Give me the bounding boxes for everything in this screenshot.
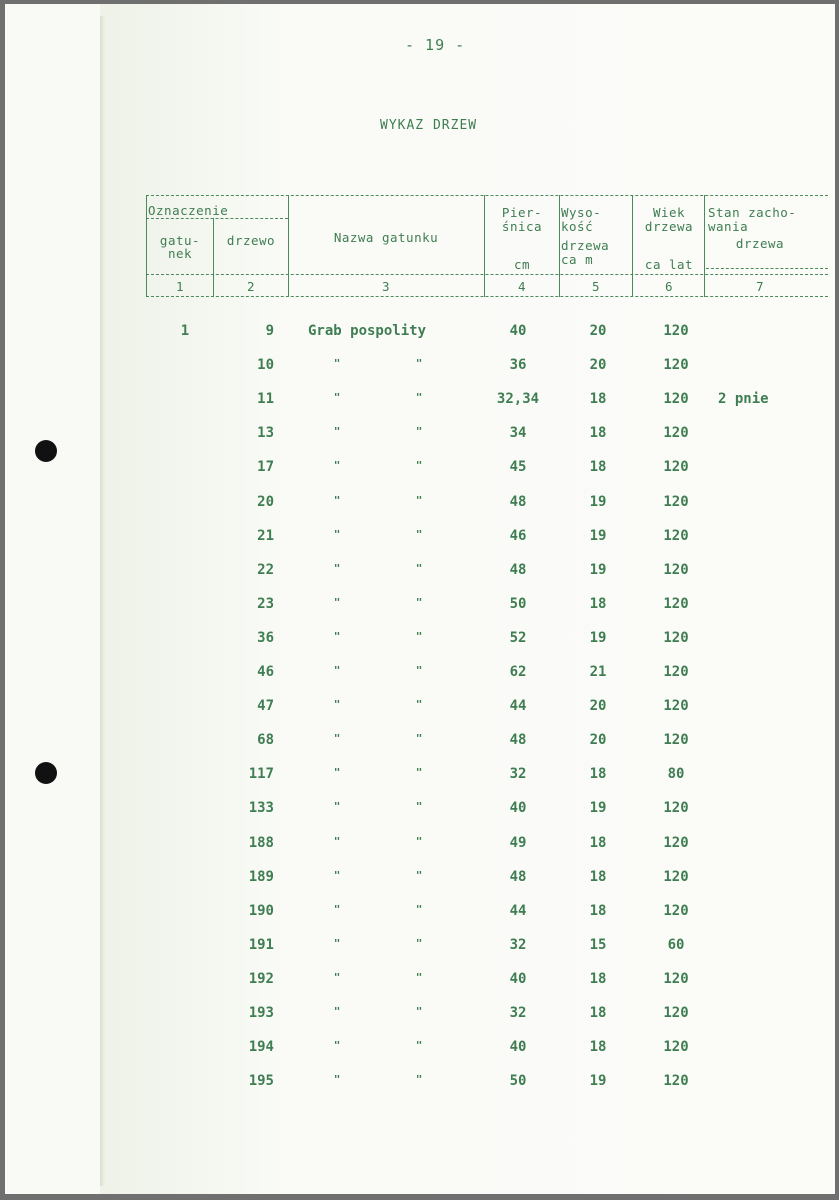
ditto-mark: " — [415, 1073, 423, 1086]
header-nazwa-gatunku: Nazwa gatunku — [333, 230, 439, 245]
ditto-mark: " — [333, 800, 341, 813]
header-stan-line1: Stan zacho- — [708, 205, 797, 220]
nazwa-cell: Grab pospolity — [308, 323, 427, 339]
header-piersnica-line2: śnica — [501, 219, 543, 234]
table-row — [0, 1005, 839, 1025]
piersnica-cell: 48 — [509, 562, 527, 578]
piersnica-cell: 44 — [509, 698, 527, 714]
piersnica-cell: 44 — [509, 903, 527, 919]
stan-cell: 2 pnie — [718, 391, 769, 407]
piersnica-cell: 32 — [509, 766, 527, 782]
table-row — [0, 562, 839, 582]
wiek-cell: 120 — [663, 732, 689, 748]
ditto-mark: " — [415, 528, 423, 541]
header-piersnica-line1: Pier- — [501, 205, 543, 220]
table-row — [0, 528, 839, 548]
wysokosc-cell: 19 — [589, 528, 607, 544]
piersnica-cell: 48 — [509, 494, 527, 510]
drzewo-cell: 17 — [257, 459, 274, 475]
column-number: 4 — [517, 279, 527, 294]
wysokosc-cell: 19 — [589, 494, 607, 510]
ditto-mark: " — [415, 766, 423, 779]
drzewo-cell: 9 — [265, 323, 274, 339]
wiek-cell: 120 — [663, 835, 689, 851]
wysokosc-cell: 18 — [589, 971, 607, 987]
column-number: 7 — [755, 279, 765, 294]
wiek-cell: 120 — [663, 391, 689, 407]
table-row — [0, 1073, 839, 1093]
header-wiek-unit: ca lat — [644, 257, 694, 272]
ditto-mark: " — [415, 800, 423, 813]
column-number: 5 — [591, 279, 601, 294]
wiek-cell: 120 — [663, 357, 689, 373]
column-number: 2 — [246, 279, 256, 294]
drzewo-cell: 20 — [257, 494, 274, 510]
header-divider — [632, 195, 633, 297]
ditto-mark: " — [415, 835, 423, 848]
drzewo-cell: 192 — [248, 971, 274, 987]
header-divider — [146, 195, 147, 297]
table-row — [0, 971, 839, 991]
ditto-mark: " — [415, 664, 423, 677]
header-divider — [484, 195, 485, 297]
ditto-mark: " — [415, 732, 423, 745]
page-number: - 19 - — [405, 36, 466, 54]
piersnica-cell: 50 — [509, 1073, 527, 1089]
ditto-mark: " — [415, 903, 423, 916]
table-row — [0, 664, 839, 684]
ditto-mark: " — [415, 869, 423, 882]
ditto-mark: " — [415, 1005, 423, 1018]
header-divider — [213, 218, 214, 297]
ditto-mark: " — [333, 630, 341, 643]
wysokosc-cell: 18 — [589, 903, 607, 919]
wysokosc-cell: 18 — [589, 596, 607, 612]
header-rule — [146, 218, 288, 219]
drzewo-cell: 194 — [248, 1039, 274, 1055]
wysokosc-cell: 18 — [589, 391, 607, 407]
wiek-cell: 120 — [663, 596, 689, 612]
header-wiek-line2: drzewa — [644, 219, 694, 234]
drzewo-cell: 22 — [257, 562, 274, 578]
header-divider — [288, 195, 289, 297]
column-number: 6 — [664, 279, 674, 294]
column-number: 3 — [381, 279, 391, 294]
wiek-cell: 120 — [663, 869, 689, 885]
wysokosc-cell: 19 — [589, 800, 607, 816]
drzewo-cell: 11 — [257, 391, 274, 407]
table-row — [0, 835, 839, 855]
drzewo-cell: 23 — [257, 596, 274, 612]
ditto-mark: " — [415, 425, 423, 438]
header-stan-line3: drzewa — [735, 236, 785, 251]
drzewo-cell: 190 — [248, 903, 274, 919]
header-wysokosc-line1: Wyso- — [561, 205, 602, 220]
drzewo-cell: 68 — [257, 732, 274, 748]
ditto-mark: " — [333, 494, 341, 507]
table-row — [0, 698, 839, 718]
ditto-mark: " — [415, 459, 423, 472]
ditto-mark: " — [415, 630, 423, 643]
wysokosc-cell: 18 — [589, 869, 607, 885]
wiek-cell: 120 — [663, 800, 689, 816]
wiek-cell: 120 — [663, 903, 689, 919]
ditto-mark: " — [415, 971, 423, 984]
ditto-mark: " — [333, 1005, 341, 1018]
ditto-mark: " — [415, 596, 423, 609]
ditto-mark: " — [333, 698, 341, 711]
wysokosc-cell: 19 — [589, 630, 607, 646]
wiek-cell: 120 — [663, 425, 689, 441]
ditto-mark: " — [415, 357, 423, 370]
header-wiek-line1: Wiek — [652, 205, 686, 220]
drzewo-cell: 36 — [257, 630, 274, 646]
ditto-mark: " — [415, 698, 423, 711]
ditto-mark: " — [333, 937, 341, 950]
table-row — [0, 937, 839, 957]
drzewo-cell: 21 — [257, 528, 274, 544]
ditto-mark: " — [333, 732, 341, 745]
ditto-mark: " — [333, 596, 341, 609]
wysokosc-cell: 15 — [589, 937, 607, 953]
ditto-mark: " — [333, 869, 341, 882]
wiek-cell: 120 — [663, 323, 689, 339]
ditto-mark: " — [415, 1039, 423, 1052]
wysokosc-cell: 18 — [589, 459, 607, 475]
wiek-cell: 120 — [663, 664, 689, 680]
ditto-mark: " — [415, 391, 423, 404]
wysokosc-cell: 18 — [589, 766, 607, 782]
header-stan-line2: wania — [708, 219, 749, 234]
ditto-mark: " — [333, 766, 341, 779]
wiek-cell: 120 — [663, 528, 689, 544]
drzewo-cell: 189 — [248, 869, 274, 885]
table-row — [0, 869, 839, 889]
wiek-cell: 120 — [663, 459, 689, 475]
header-divider — [559, 195, 560, 297]
table-row — [0, 766, 839, 786]
header-rule — [146, 274, 828, 275]
wiek-cell: 60 — [667, 937, 685, 953]
table-row — [0, 630, 839, 650]
piersnica-cell: 50 — [509, 596, 527, 612]
wiek-cell: 120 — [663, 1039, 689, 1055]
header-wysokosc-line4: ca m — [561, 252, 594, 267]
table-row — [0, 596, 839, 616]
piersnica-cell: 40 — [509, 800, 527, 816]
header-piersnica-unit: cm — [513, 257, 531, 272]
wysokosc-cell: 20 — [589, 698, 607, 714]
ditto-mark: " — [333, 903, 341, 916]
wysokosc-cell: 20 — [589, 323, 607, 339]
drzewo-cell: 191 — [248, 937, 274, 953]
wysokosc-cell: 18 — [589, 1039, 607, 1055]
table-row — [0, 800, 839, 820]
column-number: 1 — [175, 279, 185, 294]
ditto-mark: " — [333, 1073, 341, 1086]
piersnica-cell: 32 — [509, 937, 527, 953]
table-row — [0, 425, 839, 445]
ditto-mark: " — [415, 494, 423, 507]
header-drzewo: drzewo — [226, 233, 276, 248]
wysokosc-cell: 21 — [589, 664, 607, 680]
drzewo-cell: 195 — [248, 1073, 274, 1089]
wiek-cell: 80 — [667, 766, 685, 782]
wysokosc-cell: 20 — [589, 357, 607, 373]
wysokosc-cell: 18 — [589, 1005, 607, 1021]
wiek-cell: 120 — [663, 630, 689, 646]
header-gatunek-line1: gatu- — [159, 233, 201, 248]
drzewo-cell: 193 — [248, 1005, 274, 1021]
ditto-mark: " — [333, 425, 341, 438]
piersnica-cell: 52 — [509, 630, 527, 646]
ditto-mark: " — [333, 971, 341, 984]
ditto-mark: " — [333, 528, 341, 541]
drzewo-cell: 46 — [257, 664, 274, 680]
header-gatunek-line2: nek — [167, 246, 193, 261]
header-wysokosc-line2: kość — [561, 219, 594, 234]
wysokosc-cell: 18 — [589, 835, 607, 851]
header-oznaczenie: Oznaczenie — [148, 203, 229, 218]
wysokosc-cell: 19 — [589, 562, 607, 578]
wysokosc-cell: 20 — [589, 732, 607, 748]
ditto-mark: " — [333, 1039, 341, 1052]
wysokosc-cell: 18 — [589, 425, 607, 441]
header-divider — [704, 195, 705, 297]
table-row — [0, 1039, 839, 1059]
piersnica-cell: 32 — [509, 1005, 527, 1021]
table-row — [0, 459, 839, 479]
piersnica-cell: 34 — [509, 425, 527, 441]
drzewo-cell: 13 — [257, 425, 274, 441]
drzewo-cell: 117 — [248, 766, 274, 782]
wiek-cell: 120 — [663, 1005, 689, 1021]
drzewo-cell: 10 — [257, 357, 274, 373]
piersnica-cell: 40 — [509, 1039, 527, 1055]
header-rule — [146, 195, 828, 196]
drzewo-cell: 188 — [248, 835, 274, 851]
ditto-mark: " — [415, 937, 423, 950]
header-rule — [146, 296, 828, 297]
table-row — [0, 903, 839, 923]
table-row — [0, 357, 839, 377]
piersnica-cell: 48 — [509, 732, 527, 748]
piersnica-cell: 48 — [509, 869, 527, 885]
table-row — [0, 391, 839, 411]
page-title: WYKAZ DRZEW — [380, 118, 478, 133]
drzewo-cell: 47 — [257, 698, 274, 714]
ditto-mark: " — [415, 562, 423, 575]
piersnica-cell: 40 — [509, 971, 527, 987]
piersnica-cell: 32,34 — [496, 391, 540, 407]
gatunek-cell: 1 — [180, 323, 190, 339]
piersnica-cell: 62 — [509, 664, 527, 680]
header-wysokosc-line3: drzewa — [561, 238, 610, 253]
wiek-cell: 120 — [663, 494, 689, 510]
wiek-cell: 120 — [663, 1073, 689, 1089]
table-row — [0, 323, 839, 343]
ditto-mark: " — [333, 357, 341, 370]
drzewo-cell: 133 — [248, 800, 274, 816]
piersnica-cell: 49 — [509, 835, 527, 851]
wiek-cell: 120 — [663, 698, 689, 714]
piersnica-cell: 46 — [509, 528, 527, 544]
piersnica-cell: 40 — [509, 323, 527, 339]
wiek-cell: 120 — [663, 562, 689, 578]
ditto-mark: " — [333, 562, 341, 575]
ditto-mark: " — [333, 835, 341, 848]
ditto-mark: " — [333, 391, 341, 404]
piersnica-cell: 45 — [509, 459, 527, 475]
table-row — [0, 732, 839, 752]
wiek-cell: 120 — [663, 971, 689, 987]
ditto-mark: " — [333, 459, 341, 472]
table-header — [146, 192, 828, 300]
wysokosc-cell: 19 — [589, 1073, 607, 1089]
header-rule — [706, 268, 828, 269]
ditto-mark: " — [333, 664, 341, 677]
table-row — [0, 494, 839, 514]
piersnica-cell: 36 — [509, 357, 527, 373]
